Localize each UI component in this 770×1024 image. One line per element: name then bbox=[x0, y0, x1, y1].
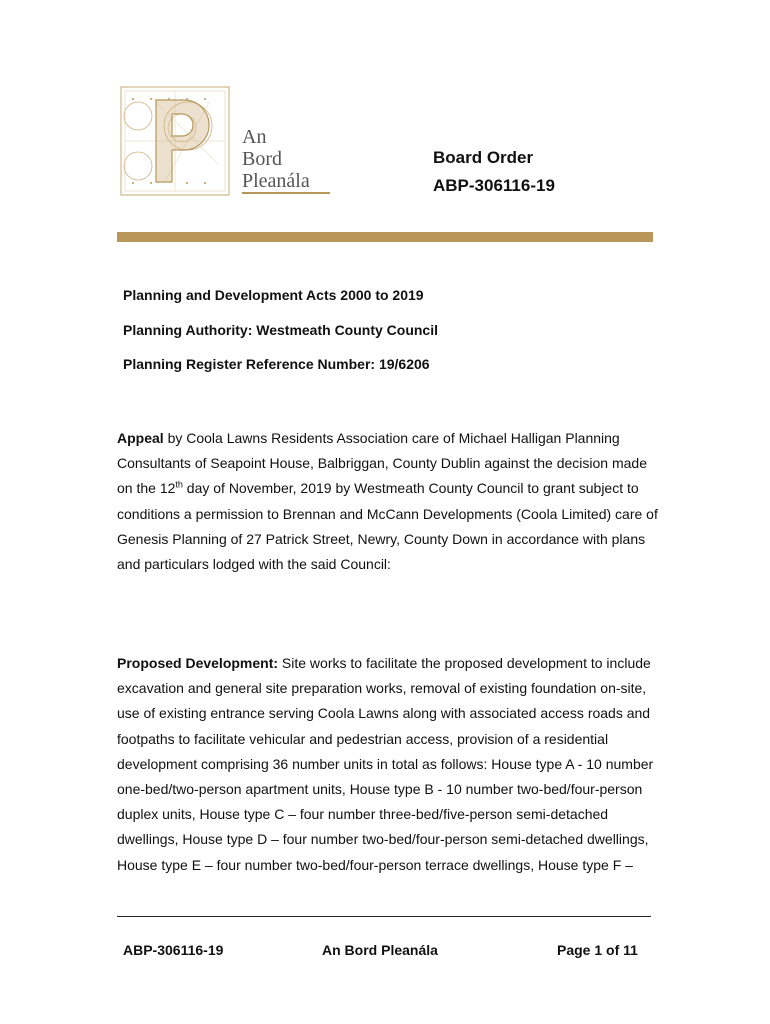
appeal-label: Appeal bbox=[117, 430, 164, 446]
an-bord-pleanala-logo-icon bbox=[120, 86, 230, 196]
appeal-superscript: th bbox=[175, 479, 183, 490]
footer-reference: ABP-306116-19 bbox=[123, 942, 224, 958]
appeal-text-1: by Coola Lawns Residents Association care of Michael Halligan Planning Consultants of Seapoint House, Balbriggan, County Dublin against the decision made on the 12 bbox=[117, 430, 647, 497]
footer-divider bbox=[117, 916, 651, 917]
appeal-paragraph bbox=[117, 426, 662, 577]
heading-planning-authority: Planning Authority: Westmeath County Council bbox=[123, 321, 438, 338]
board-order-header bbox=[433, 144, 555, 200]
appeal-text-2: day of November, 2019 by Westmeath County Council to grant subject to conditions a permission to Brennan and McCann Developments (Coola Limited) care of Genesis Planning of 27 Patrick Street, Newry, County Down in accordance with plans and particulars lodged with the said Council: bbox=[117, 480, 658, 573]
footer-organisation: An Bord Pleanála bbox=[322, 942, 438, 958]
logo-word-3: Pleanála bbox=[242, 170, 310, 192]
logo-word-2: Bord bbox=[242, 148, 282, 170]
logo-wordmark bbox=[242, 126, 310, 192]
proposed-development-paragraph bbox=[117, 651, 662, 878]
statutory-headings bbox=[123, 284, 438, 388]
footer-page-number: Page 1 of 11 bbox=[557, 942, 638, 958]
proposed-development-text: Site works to facilitate the proposed development to include excavation and general site preparation works, removal of existing foundation on-site, use of existing entrance serving Coola Lawns along with associated access roads and footpaths to facilitate vehicular and pedestrian access, provision of a residential development comprising 36 number units in total as follows: House type A - 10 number one-bed/two-person apartment units, House type B - 10 number two-bed/four-person duplex units, House type C – four number three-bed/five-person semi-detached dwellings, House type D – four number two-bed/four-person semi-detached dwellings, House type E – four number two-bed/four-person terrace dwellings, House type F – bbox=[117, 655, 654, 873]
document-reference: ABP-306116-19 bbox=[433, 176, 555, 195]
heading-register-reference: Planning Register Reference Number: 19/6206 bbox=[123, 356, 430, 372]
header-divider-bar bbox=[117, 232, 653, 242]
logo-underline bbox=[242, 192, 330, 194]
proposed-development-label: Proposed Development: bbox=[117, 655, 279, 671]
heading-acts: Planning and Development Acts 2000 to 2019 bbox=[123, 287, 424, 303]
logo-letter: P bbox=[120, 86, 121, 87]
logo-word-1: An bbox=[242, 126, 267, 148]
document-title: Board Order bbox=[433, 148, 534, 167]
